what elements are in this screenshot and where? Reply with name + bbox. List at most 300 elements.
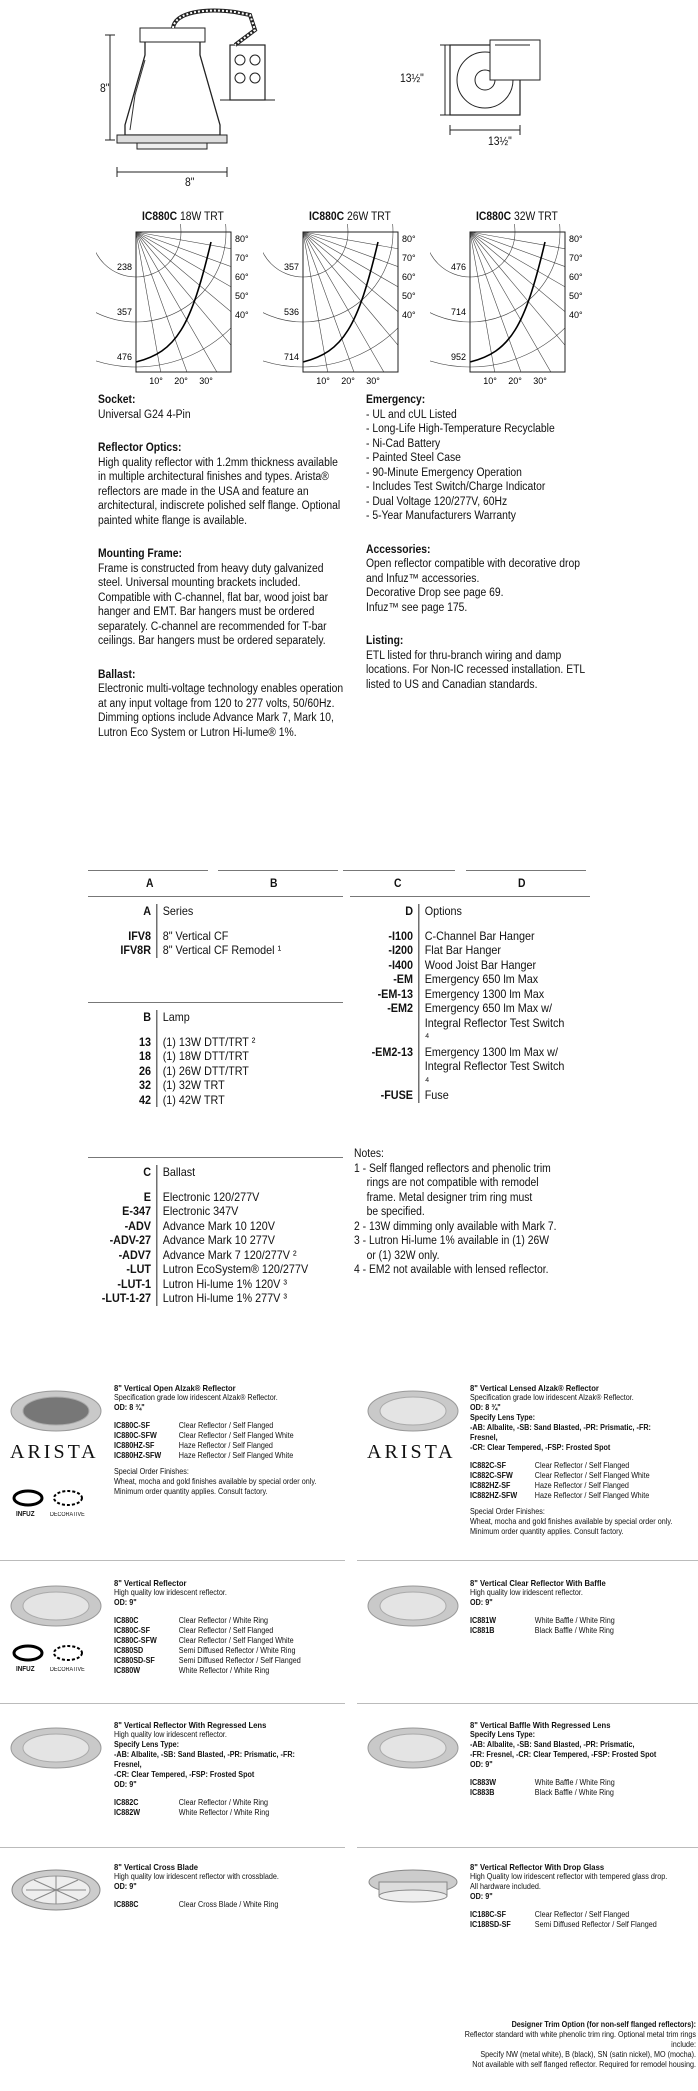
product-code: IC882C (114, 1798, 139, 1807)
product-finish: Semi Diffused Reflector / Self Flanged (534, 1920, 657, 1929)
polar-wattage: 32W TRT (511, 211, 558, 223)
product-note: Minimum order quantity applies. Consult factory. (470, 1527, 624, 1536)
polar-model: IC880C (309, 211, 345, 223)
table-desc: Emergency 1300 lm Max (418, 987, 566, 1002)
polar-angle-label: 70° (569, 253, 583, 263)
polar-title (309, 210, 391, 225)
table-row (88, 1093, 318, 1108)
product-code: IC882HZ-SFW (470, 1491, 518, 1500)
table-code: -LUT (126, 1262, 151, 1276)
accessory-icons (10, 1641, 100, 1681)
product-finish: White Reflector / White Ring (178, 1666, 270, 1675)
product-block (470, 1720, 698, 1798)
product-row (114, 1646, 321, 1656)
product-finish: Clear Reflector / Self Flanged (534, 1461, 630, 1470)
product-code: IC881B (470, 1626, 495, 1635)
infuz-label: INFUZ (16, 1666, 35, 1673)
table-row (350, 1059, 566, 1088)
table-desc: Lutron Hi-lume 1% 120V ³ (156, 1277, 317, 1292)
polar-angle-label: 50° (569, 291, 583, 301)
table-code: -EM (393, 972, 413, 986)
emergency-item: - Dual Voltage 120/277V, 60Hz (366, 495, 600, 510)
table-code: -LUT-1-27 (101, 1291, 151, 1305)
table-desc: (1) 32W TRT (156, 1078, 317, 1093)
table-desc: Lutron Hi-lume 1% 277V ³ (156, 1291, 317, 1306)
polar-angle-label: 10° (483, 376, 497, 384)
table-code: 32 (138, 1078, 151, 1092)
product-title: 8" Vertical Baffle With Regressed Lens (470, 1720, 611, 1730)
polar-angle-label: 80° (402, 234, 416, 244)
decorative-label: DECORATIVE (50, 1667, 85, 1673)
mounting-text: Frame is constructed from heavy duty galvanized steel. Universal mounting brackets included. Compatible with C-channel, flat bar, wood joist bar hanger and EMT. Bar hangers must be ordered separately. C-channel are recommended for T-bar ceilings. Bar hangers must be ordered separately. (98, 562, 329, 647)
trim-line: Not available with self flanged reflector. Required for remodel housing. (472, 2060, 696, 2069)
table-desc: Emergency 650 lm Max w/ (418, 1001, 566, 1016)
product-desc: High quality low iridescent reflector with crossblade. (114, 1872, 279, 1881)
product-finish: Clear Reflector / Self Flanged White (534, 1471, 650, 1480)
table-code: IFV8 (128, 928, 151, 943)
note-line: 4 - EM2 not available with lensed reflector. (354, 1264, 549, 1276)
product-code: IC188SD-SF (470, 1920, 511, 1929)
note-line: frame. Metal designer trim ring must (366, 1191, 533, 1204)
product-note: Special Order Finishes: (114, 1467, 189, 1476)
product-desc: High quality low iridescent reflector. (114, 1588, 227, 1597)
polar-chart (96, 224, 261, 384)
polar-candela-label: 476 (116, 352, 132, 362)
polar-angle-label: 50° (402, 291, 416, 301)
note-line: 3 - Lutron Hi-lume 1% available in (1) 26W (354, 1235, 550, 1247)
trim-line: Reflector standard with white phenolic trim ring. Optional metal trim rings include: (464, 2030, 696, 2049)
polar-angle-label: 20° (174, 376, 188, 384)
product-divider (357, 1560, 698, 1561)
product-image (6, 1582, 106, 1642)
product-finish: Clear Reflector / Self Flanged White (178, 1636, 294, 1645)
table-code: -EM2-13 (371, 1044, 413, 1059)
table-desc: Advance Mark 10 277V (156, 1233, 317, 1248)
polar-angle-label: 50° (235, 291, 249, 301)
product-desc: OD: 9" (114, 1882, 137, 1891)
table-code: -I100 (388, 928, 413, 943)
order-col-c: C (394, 878, 402, 890)
table-row (88, 1064, 318, 1079)
table-letter: A (143, 904, 151, 918)
product-divider (357, 1847, 698, 1848)
table-desc: (1) 42W TRT (156, 1093, 317, 1108)
spec-right-column (366, 393, 600, 711)
product-row (114, 1441, 321, 1451)
product-note: Wheat, mocha and gold finishes available by special order only. (114, 1477, 317, 1486)
product-finish: Clear Reflector / Self Flanged (534, 1910, 630, 1919)
product-code: IC880HZ-SF (114, 1441, 155, 1450)
polar-model: IC880C (142, 211, 178, 223)
table-heading: Ballast (156, 1165, 317, 1190)
table-letter: D (405, 904, 413, 918)
table-code: 26 (138, 1063, 151, 1078)
table-row (350, 972, 566, 987)
polar-angle-label: 40° (235, 310, 249, 320)
product-block (114, 1862, 344, 1910)
emergency-title: Emergency: (366, 394, 426, 406)
polar-angle-label: 60° (569, 272, 583, 282)
product-code: IC188C-SF (470, 1910, 507, 1919)
table-row (88, 1219, 318, 1234)
polar-angle-label: 20° (508, 376, 522, 384)
product-code: IC880SD (114, 1646, 144, 1655)
table-desc: Electronic 120/277V (156, 1190, 317, 1205)
product-finish: Clear Reflector / Self Flanged (178, 1421, 274, 1430)
table-row (88, 1035, 318, 1050)
lamp-table (88, 1002, 343, 1107)
order-col-a: A (146, 878, 154, 890)
product-finish: Haze Reflector / Self Flanged White (178, 1451, 294, 1460)
product-finish: Semi Diffused Reflector / Self Flanged (178, 1656, 301, 1665)
polar-angle-label: 40° (569, 310, 583, 320)
arista-logo: ARISTA (10, 1441, 99, 1463)
product-desc: -AB: Albalite, -SB: Sand Blasted, -PR: Prismatic, -FR: Fresnel, (470, 1423, 651, 1442)
product-row (114, 1636, 321, 1646)
table-row (88, 943, 318, 958)
product-desc: OD: 9" (470, 1598, 493, 1607)
polar-wattage: 26W TRT (344, 211, 391, 223)
arista-logo: ARISTA (367, 1441, 456, 1463)
table-code: IFV8R (120, 943, 151, 957)
designer-trim (414, 2020, 696, 2070)
table-letter: B (143, 1010, 151, 1024)
product-divider (0, 1560, 345, 1561)
product-code: IC882C-SF (470, 1461, 507, 1470)
product-finish: Haze Reflector / Self Flanged (178, 1441, 273, 1450)
product-row (470, 1481, 677, 1491)
emergency-item: - UL and cUL Listed (366, 408, 600, 423)
polar-angle-label: 20° (341, 376, 355, 384)
product-row (470, 1910, 677, 1920)
product-desc: -FR: Fresnel, -CR: Clear Tempered, -FSP: Frosted Spot (470, 1750, 657, 1759)
product-code: IC883B (470, 1788, 495, 1797)
product-row (470, 1616, 677, 1626)
product-row (114, 1656, 321, 1666)
polar-candela-label: 714 (283, 352, 299, 362)
product-divider (0, 1703, 345, 1704)
table-letter: C (143, 1165, 151, 1179)
polar-candela-label: 714 (450, 307, 466, 317)
table-code: E (143, 1189, 151, 1204)
table-row (350, 929, 566, 944)
table-row (350, 958, 566, 973)
product-code: IC882HZ-SF (470, 1481, 511, 1490)
product-row (470, 1920, 677, 1930)
product-code: IC880C (114, 1616, 139, 1625)
product-finish: Black Baffle / White Ring (534, 1788, 614, 1797)
table-desc: Integral Reflector Test Switch ⁴ (418, 1059, 566, 1088)
product-desc: OD: 8 ¾" (470, 1403, 501, 1412)
product-finish: White Baffle / White Ring (534, 1778, 615, 1787)
polar-candela-label: 357 (283, 262, 299, 272)
polar-candela-label: 357 (116, 307, 132, 317)
product-code: IC880C-SFW (114, 1636, 157, 1645)
table-desc: 8" Vertical CF (156, 929, 317, 944)
product-block (114, 1383, 344, 1497)
product-image (6, 1866, 106, 1926)
ballast-table (88, 1157, 343, 1306)
accessories-line: Infuz™ see page 175. (366, 601, 468, 614)
product-desc: Specification grade low iridescent Alzak® Reflector. (114, 1393, 278, 1402)
product-row (470, 1778, 677, 1788)
product-desc: Specify Lens Type: (470, 1413, 536, 1422)
accessories-line: Open reflector compatible with decorative drop (366, 558, 581, 570)
product-desc: High quality low iridescent reflector. (114, 1730, 227, 1739)
polar-wattage: 18W TRT (177, 211, 224, 223)
product-note: Minimum order quantity applies. Consult factory. (114, 1487, 268, 1496)
table-heading: Series (156, 904, 317, 929)
polar-angle-label: 10° (149, 376, 163, 384)
product-code: IC883W (470, 1778, 497, 1787)
emergency-item: - Ni-Cad Battery (366, 437, 600, 452)
reflector-text: High quality reflector with 1.2mm thickness available in multiple architectural finishes and types. Arista® reflectors are made in the USA and feature an architectural, indiscrete polished self flange. Optional painted white flange is available. (98, 456, 341, 527)
table-row (350, 943, 566, 958)
table-desc: Fuse (418, 1088, 566, 1103)
product-row (470, 1491, 677, 1501)
infuz-label: INFUZ (16, 1511, 35, 1518)
table-desc: Advance Mark 7 120/277V ² (156, 1248, 317, 1263)
product-row (114, 1431, 321, 1441)
product-desc: Specify Lens Type: (114, 1740, 180, 1749)
polar-angle-label: 30° (199, 376, 213, 384)
height-dim-label: 8" (100, 83, 110, 95)
emergency-item: - 90-Minute Emergency Operation (366, 466, 600, 481)
product-divider (0, 1847, 345, 1848)
product-finish: Semi Diffused Reflector / White Ring (178, 1646, 296, 1655)
table-code: -I400 (388, 957, 413, 972)
table-desc: Lutron EcoSystem® 120/277V (156, 1262, 317, 1277)
socket-title: Socket: (98, 394, 136, 406)
table-heading: Options (418, 904, 566, 929)
product-title: 8" Vertical Cross Blade (114, 1862, 198, 1872)
product-code: IC880C-SF (114, 1421, 151, 1430)
product-finish: Haze Reflector / Self Flanged White (534, 1491, 650, 1500)
table-row (88, 1233, 318, 1248)
product-code: IC880W (114, 1666, 141, 1675)
table-desc: Integral Reflector Test Switch ⁴ (418, 1016, 566, 1045)
options-table (350, 896, 590, 1103)
top-view-drawing (430, 25, 590, 145)
product-desc: Specify Lens Type: (470, 1730, 536, 1739)
product-title: 8" Vertical Open Alzak® Reflector (114, 1383, 236, 1393)
product-finish: Clear Cross Blade / White Ring (178, 1900, 279, 1909)
product-row (470, 1788, 677, 1798)
product-row (114, 1666, 321, 1676)
product-desc: Specification grade low iridescent Alzak® Reflector. (470, 1393, 634, 1402)
table-row (88, 1248, 318, 1263)
ballast-title: Ballast: (98, 668, 136, 681)
ballast-text: Electronic multi-voltage technology enables operation at any input voltage from 120 to 277 volts, 50/60Hz. Dimming options include Advance Mark 7, Mark 10, Lutron Eco System or Lutron Hi-lume® 1%. (98, 683, 344, 739)
table-desc: C-Channel Bar Hanger (418, 929, 566, 944)
accessories-text (366, 557, 600, 615)
table-row (88, 1078, 318, 1093)
product-desc: OD: 9" (470, 1892, 493, 1901)
product-finish: Haze Reflector / Self Flanged (534, 1481, 629, 1490)
order-col-d: D (518, 878, 526, 890)
product-title: 8" Vertical Lensed Alzak® Reflector (470, 1383, 599, 1393)
table-header (88, 904, 318, 929)
polar-angle-label: 60° (235, 272, 249, 282)
polar-candela-label: 238 (116, 262, 132, 272)
polar-angle-label: 10° (316, 376, 330, 384)
decorative-label: DECORATIVE (50, 1512, 85, 1518)
reflector-title: Reflector Optics: (98, 442, 182, 454)
product-block (470, 1383, 698, 1537)
product-desc: OD: 8 ¾" (114, 1403, 145, 1412)
notes-title: Notes: (354, 1148, 384, 1160)
listing-text: ETL listed for thru-branch wiring and damp locations. For Non-IC recessed installation. ETL listed to US and Canadian standards. (366, 649, 585, 691)
table-desc: Emergency 650 lm Max (418, 972, 566, 987)
product-code: IC882W (114, 1808, 141, 1817)
top-view-width-label: 13½" (488, 136, 512, 148)
product-finish: Clear Reflector / White Ring (178, 1798, 269, 1807)
trim-line: Specify NW (metal white), B (black), SN (satin nickel), MO (mocha). (480, 2050, 696, 2059)
polar-angle-label: 70° (402, 253, 416, 263)
product-finish: Black Baffle / White Ring (534, 1626, 614, 1635)
table-desc: (1) 26W DTT/TRT (156, 1064, 317, 1079)
table-desc: (1) 13W DTT/TRT ² (156, 1035, 317, 1050)
notes (354, 1147, 570, 1278)
table-row (88, 1262, 318, 1277)
product-desc: OD: 9" (114, 1598, 137, 1607)
top-view-height-label: 13½" (400, 73, 424, 85)
table-row (350, 1088, 566, 1103)
socket-text: Universal G24 4-Pin (98, 408, 191, 421)
product-title: 8" Vertical Reflector With Regressed Lens (114, 1720, 267, 1730)
table-row (350, 1045, 566, 1060)
product-row (470, 1461, 677, 1471)
product-desc: High Quality low iridescent reflector with tempered glass drop. (470, 1872, 668, 1881)
table-header (88, 1165, 318, 1190)
product-row (470, 1471, 677, 1481)
product-code: IC880C-SF (114, 1626, 151, 1635)
table-code: -ADV7 (118, 1247, 151, 1262)
polar-angle-label: 80° (235, 234, 249, 244)
table-desc: (1) 18W DTT/TRT (156, 1049, 317, 1064)
table-row (350, 1016, 566, 1045)
product-code: IC880HZ-SFW (114, 1451, 162, 1460)
product-block (470, 1862, 698, 1930)
product-desc: -AB: Albalite, -SB: Sand Blasted, -PR: Prismatic, -FR: Fresnel, (114, 1750, 295, 1769)
table-row (88, 1204, 318, 1219)
product-block (114, 1720, 344, 1818)
product-code: IC888C (114, 1900, 139, 1909)
width-dim-label: 8" (185, 177, 195, 189)
product-row (114, 1808, 321, 1818)
table-code: E-347 (122, 1204, 151, 1218)
emergency-item: - Includes Test Switch/Charge Indicator (366, 480, 600, 495)
order-col-b: B (270, 878, 278, 890)
polar-angle-label: 30° (533, 376, 547, 384)
product-image (363, 1724, 463, 1784)
product-desc: -CR: Clear Tempered, -FSP: Frosted Spot (470, 1443, 611, 1452)
table-code: 18 (138, 1049, 151, 1063)
accessories-line: Decorative Drop see page 69. (366, 587, 504, 599)
table-code: -ADV-27 (109, 1233, 151, 1247)
table-desc: Wood Joist Bar Hanger (418, 958, 566, 973)
product-finish: Clear Reflector / White Ring (178, 1616, 269, 1625)
polar-chart (430, 224, 595, 384)
product-code: IC881W (470, 1616, 497, 1625)
product-row (470, 1626, 677, 1636)
polar-angle-label: 40° (402, 310, 416, 320)
emergency-list (366, 408, 600, 524)
table-row (88, 1190, 318, 1205)
product-desc: OD: 9" (114, 1780, 137, 1789)
order-col-rule (88, 870, 586, 871)
product-desc: All hardware included. (470, 1882, 541, 1891)
product-row (114, 1616, 321, 1626)
product-desc: -CR: Clear Tempered, -FSP: Frosted Spot (114, 1770, 255, 1779)
product-divider (357, 1703, 698, 1704)
note-line: or (1) 32W only. (366, 1249, 440, 1262)
table-code: -ADV (124, 1218, 151, 1233)
table-code: 13 (138, 1034, 151, 1049)
product-title: 8" Vertical Clear Reflector With Baffle (470, 1578, 606, 1588)
product-row (114, 1798, 321, 1808)
table-code: -EM2 (387, 1001, 413, 1015)
product-image (6, 1387, 106, 1447)
table-header (88, 1010, 318, 1035)
product-finish: White Reflector / White Ring (178, 1808, 270, 1817)
product-title: 8" Vertical Reflector (114, 1578, 187, 1588)
side-view-drawing (95, 0, 365, 190)
table-code: -LUT-1 (117, 1276, 151, 1291)
table-heading: Lamp (156, 1010, 317, 1035)
product-image (363, 1866, 463, 1926)
series-table (88, 896, 343, 958)
table-code: -FUSE (380, 1088, 413, 1102)
polar-candela-label: 536 (283, 307, 299, 317)
table-row (88, 1291, 318, 1306)
product-desc: -AB: Albalite, -SB: Sand Blasted, -PR: Prismatic, (470, 1740, 635, 1749)
product-title: 8" Vertical Reflector With Drop Glass (470, 1862, 605, 1872)
emergency-item: - 5-Year Manufacturers Warranty (366, 509, 600, 524)
product-block (470, 1578, 698, 1636)
accessories-title: Accessories: (366, 543, 431, 556)
product-code: IC880SD-SF (114, 1656, 155, 1665)
product-row (114, 1451, 321, 1461)
trim-title: Designer Trim Option (for non-self flanged reflectors): (511, 2020, 696, 2029)
polar-candela-label: 952 (450, 352, 466, 362)
table-row (88, 1049, 318, 1064)
product-note: Wheat, mocha and gold finishes available by special order only. (470, 1517, 673, 1526)
table-code (350, 1059, 418, 1088)
listing-title: Listing: (366, 635, 404, 647)
product-finish: Clear Reflector / Self Flanged White (178, 1431, 294, 1440)
product-desc: High quality low iridescent reflector. (470, 1588, 583, 1597)
polar-angle-label: 80° (569, 234, 583, 244)
table-code (350, 1016, 418, 1045)
table-code: -EM-13 (377, 986, 413, 1001)
polar-chart (263, 224, 428, 384)
note-line: 2 - 13W dimming only available with Mark 7. (354, 1220, 557, 1233)
table-row (88, 929, 318, 944)
product-image (363, 1387, 463, 1447)
table-desc: Electronic 347V (156, 1204, 317, 1219)
table-desc: Advance Mark 10 120V (156, 1219, 317, 1234)
emergency-item: - Painted Steel Case (366, 451, 600, 466)
table-header (350, 904, 566, 929)
polar-title (142, 210, 224, 225)
polar-angle-label: 70° (235, 253, 249, 263)
spec-left-column (98, 393, 346, 759)
product-row (114, 1626, 321, 1636)
table-desc: 8" Vertical CF Remodel ¹ (156, 943, 317, 958)
table-row (350, 1001, 566, 1016)
table-code: 42 (138, 1092, 151, 1107)
